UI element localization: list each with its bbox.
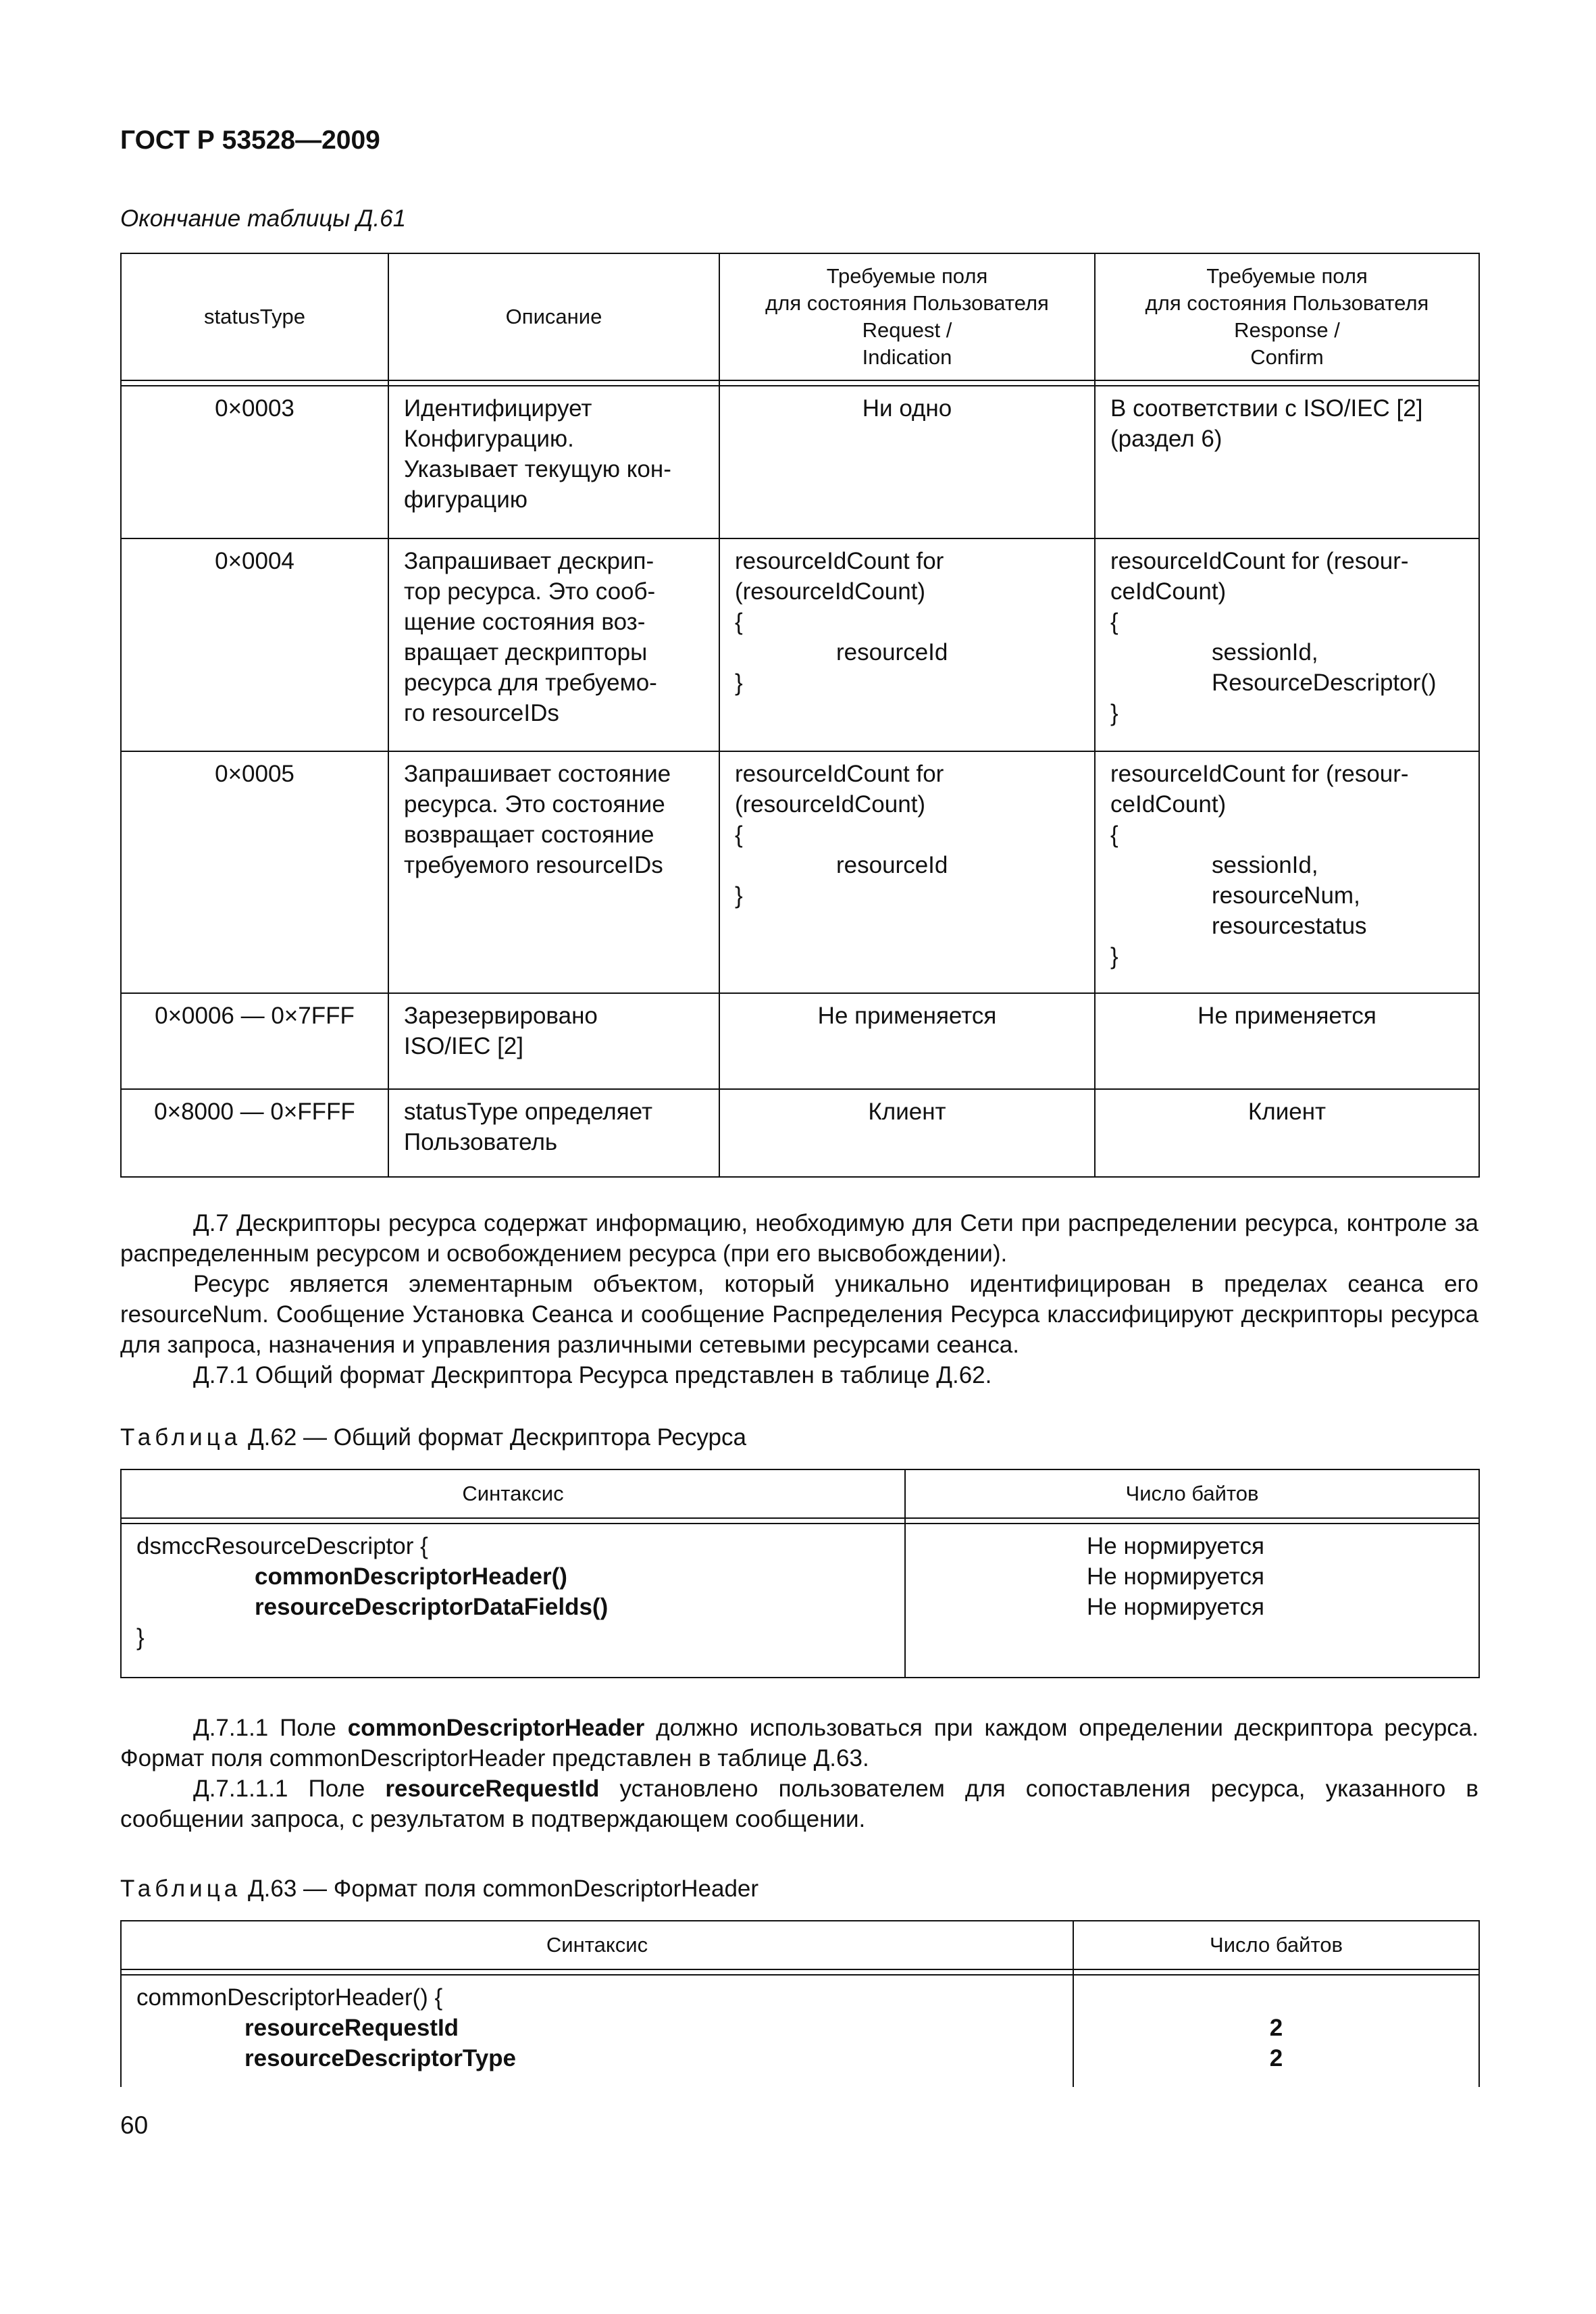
header-line: Confirm — [1250, 345, 1324, 369]
table-row — [121, 1089, 1479, 1177]
cell-line: { — [735, 822, 743, 848]
text-run: Д.7.1.1.1 Поле — [193, 1776, 386, 1802]
request-cell — [719, 538, 1095, 751]
text-run: Д.7.1.1 Поле — [193, 1715, 348, 1741]
description-cell — [388, 751, 719, 993]
syntax-line: commonDescriptorHeader() { — [136, 1984, 443, 2011]
cell-line: тор ресурса. Это сооб- — [404, 578, 656, 605]
caption-word: Таблица — [120, 1424, 242, 1451]
cell-line: Клиент — [868, 1099, 946, 1125]
header-request-fields — [719, 253, 1095, 380]
cell-line: В соответствии с ISO/IEC [2] — [1110, 395, 1423, 422]
table-row — [121, 538, 1479, 751]
header-line: Требуемые поля — [1206, 264, 1368, 288]
syntax-cell — [121, 1524, 905, 1678]
cell-line: (resourceIdCount) — [735, 578, 926, 605]
cell-line: Не применяется — [1198, 1003, 1376, 1029]
table-row — [121, 386, 1479, 538]
cell-line: щение состояния воз- — [404, 609, 646, 635]
response-cell — [1095, 386, 1479, 538]
page-number: 60 — [120, 2111, 149, 2139]
header-line: Response / — [1234, 318, 1340, 342]
status-cell: 0×0006 — 0×7FFF — [121, 993, 388, 1089]
syntax-field: commonDescriptorHeader() — [255, 1563, 567, 1590]
paragraph: Д.7.1 Общий формат Дескриптора Ресурса представлен в таблице Д.62. — [193, 1362, 992, 1388]
header-bytes: Число байтов — [905, 1469, 1479, 1518]
syntax-field: resourceRequestId — [244, 2015, 459, 2041]
cell-line: { — [1110, 822, 1118, 848]
syntax-cell — [121, 1975, 1073, 2087]
table-d63-caption — [120, 1876, 758, 1903]
syntax-line: dsmccResourceDescriptor { — [136, 1533, 428, 1559]
cell-line: sessionId, — [1212, 852, 1318, 878]
field-name: commonDescriptorHeader — [347, 1715, 645, 1741]
bytes-value: 2 — [1269, 2045, 1283, 2071]
bytes-cell — [1073, 1975, 1479, 2087]
caption-word: Таблица — [120, 1876, 242, 1902]
status-cell: 0×8000 — 0×FFFF — [121, 1089, 388, 1177]
text-run: должно использоваться при каждом определении дескриптора ресурса. Формат поля commonDescriptorHeader представлен в таблице Д.63. — [120, 1715, 1478, 1771]
response-cell — [1095, 751, 1479, 993]
header-line: Indication — [862, 345, 952, 369]
bytes-value: Не нормируется — [1087, 1533, 1264, 1559]
cell-line: го resourceIDs — [404, 700, 559, 726]
header-description: Описание — [388, 253, 719, 380]
request-cell — [719, 386, 1095, 538]
header-syntax: Синтаксис — [121, 1469, 905, 1518]
cell-line: вращает дескрипторы — [404, 639, 648, 665]
cell-line: Запрашивает состояние — [404, 761, 671, 787]
cell-line: ceIdCount) — [1110, 578, 1227, 605]
table-d61-caption: Окончание таблицы Д.61 — [120, 205, 407, 232]
caption-rest: Д.62 — Общий формат Дескриптора Ресурса — [247, 1424, 746, 1451]
description-cell — [388, 538, 719, 751]
cell-line: Клиент — [1247, 1099, 1327, 1125]
bytes-value: 2 — [1269, 2015, 1283, 2041]
header-syntax: Синтаксис — [121, 1921, 1073, 1969]
table-d62 — [120, 1469, 1480, 1678]
cell-line: ceIdCount) — [1110, 791, 1227, 818]
cell-line: (resourceIdCount) — [735, 791, 926, 818]
syntax-field: resourceDescriptorDataFields() — [255, 1594, 609, 1620]
table-row — [121, 751, 1479, 993]
cell-line: ISO/IEC [2] — [404, 1033, 523, 1059]
bytes-cell — [905, 1524, 1479, 1678]
cell-line: Конфигурацию. — [404, 426, 574, 452]
description-cell — [388, 993, 719, 1089]
cell-line: } — [735, 670, 743, 696]
header-bytes: Число байтов — [1073, 1921, 1479, 1969]
paragraph: Д.7 Дескрипторы ресурса содержат информацию, необходимую для Сети при распределении ресурса, контроле за распределенным ресурсом и освобождением ресурса (при его высвобождении). — [120, 1210, 1478, 1267]
cell-line: { — [735, 609, 743, 635]
cell-line: (раздел 6) — [1110, 426, 1222, 452]
field-name: resourceRequestId — [385, 1776, 600, 1802]
cell-line: } — [735, 882, 743, 909]
table-row — [121, 1975, 1479, 2087]
cell-line: resourceIdCount for — [735, 761, 944, 787]
cell-line: Запрашивает дескрип- — [404, 548, 654, 574]
table-d63 — [120, 1920, 1480, 2087]
header-statustype: statusType — [121, 253, 388, 380]
cell-line: statusType определяет — [404, 1099, 652, 1125]
cell-line: Указывает текущую кон- — [404, 456, 671, 482]
status-cell: 0×0004 — [121, 538, 388, 751]
bytes-value: Не нормируется — [1087, 1594, 1264, 1620]
cell-line: требуемого resourceIDs — [404, 852, 663, 878]
header-line: для состояния Пользователя — [765, 291, 1049, 315]
cell-line: фигурацию — [404, 486, 527, 513]
table-d61 — [120, 253, 1480, 1178]
cell-line: resourceNum, — [1212, 882, 1360, 909]
paragraph — [120, 1774, 1478, 1834]
description-cell — [388, 386, 719, 538]
cell-line: resourceId — [836, 852, 948, 878]
cell-line: Не применяется — [817, 1003, 997, 1029]
header-line: для состояния Пользователя — [1145, 291, 1429, 315]
cell-line: { — [1110, 609, 1118, 635]
cell-line: Ни одно — [862, 395, 952, 422]
cell-line: } — [1110, 943, 1118, 970]
paragraph — [120, 1713, 1478, 1774]
response-cell — [1095, 1089, 1479, 1177]
cell-line: Пользователь — [404, 1129, 558, 1155]
status-cell: 0×0005 — [121, 751, 388, 993]
cell-line: Идентифицирует — [404, 395, 592, 422]
request-cell — [719, 993, 1095, 1089]
cell-line: Зарезервировано — [404, 1003, 598, 1029]
table-row — [121, 1524, 1479, 1678]
syntax-field: resourceDescriptorType — [244, 2045, 517, 2071]
response-cell — [1095, 538, 1479, 751]
section-d711-text — [120, 1713, 1478, 1834]
cell-line: ресурса для требуемо- — [404, 670, 657, 696]
syntax-line: } — [136, 1624, 145, 1651]
paragraph: Ресурс является элементарным объектом, который уникально идентифицирован в пределах сеанса его resourceNum. Сообщение Установка Сеанса и сообщение Распределения Ресурса классифицируют дескрипторы ресурса для запроса, назначения и управления различными сетевыми ресурсами сеанса. — [120, 1271, 1478, 1358]
header-response-fields — [1095, 253, 1479, 380]
text-run: установлено пользователем для сопоставления ресурса, указанного в сообщении запроса, с результатом в подтверждающем сообщении. — [120, 1776, 1478, 1832]
header-line: Требуемые поля — [826, 264, 988, 288]
cell-line: sessionId, — [1212, 639, 1318, 665]
cell-line: ResourceDescriptor() — [1212, 670, 1437, 696]
cell-line: ресурса. Это состояние — [404, 791, 665, 818]
request-cell — [719, 1089, 1095, 1177]
document-header: ГОСТ Р 53528—2009 — [120, 126, 380, 155]
cell-line: resourceIdCount for (resour- — [1110, 548, 1409, 574]
cell-line: resourceIdCount for — [735, 548, 944, 574]
cell-line: resourceId — [836, 639, 948, 665]
caption-rest: Д.63 — Формат поля commonDescriptorHeader — [247, 1876, 759, 1902]
cell-line: resourceIdCount for (resour- — [1110, 761, 1409, 787]
bytes-value: Не нормируется — [1087, 1563, 1264, 1590]
table-d62-caption — [120, 1424, 746, 1451]
description-cell — [388, 1089, 719, 1177]
table-row — [121, 993, 1479, 1089]
header-line: Request / — [862, 318, 952, 342]
section-d7-text — [120, 1208, 1478, 1390]
cell-line: resourcestatus — [1212, 913, 1367, 939]
cell-line: } — [1110, 700, 1118, 726]
cell-line: возвращает состояние — [404, 822, 654, 848]
request-cell — [719, 751, 1095, 993]
status-cell: 0×0003 — [121, 386, 388, 538]
response-cell — [1095, 993, 1479, 1089]
